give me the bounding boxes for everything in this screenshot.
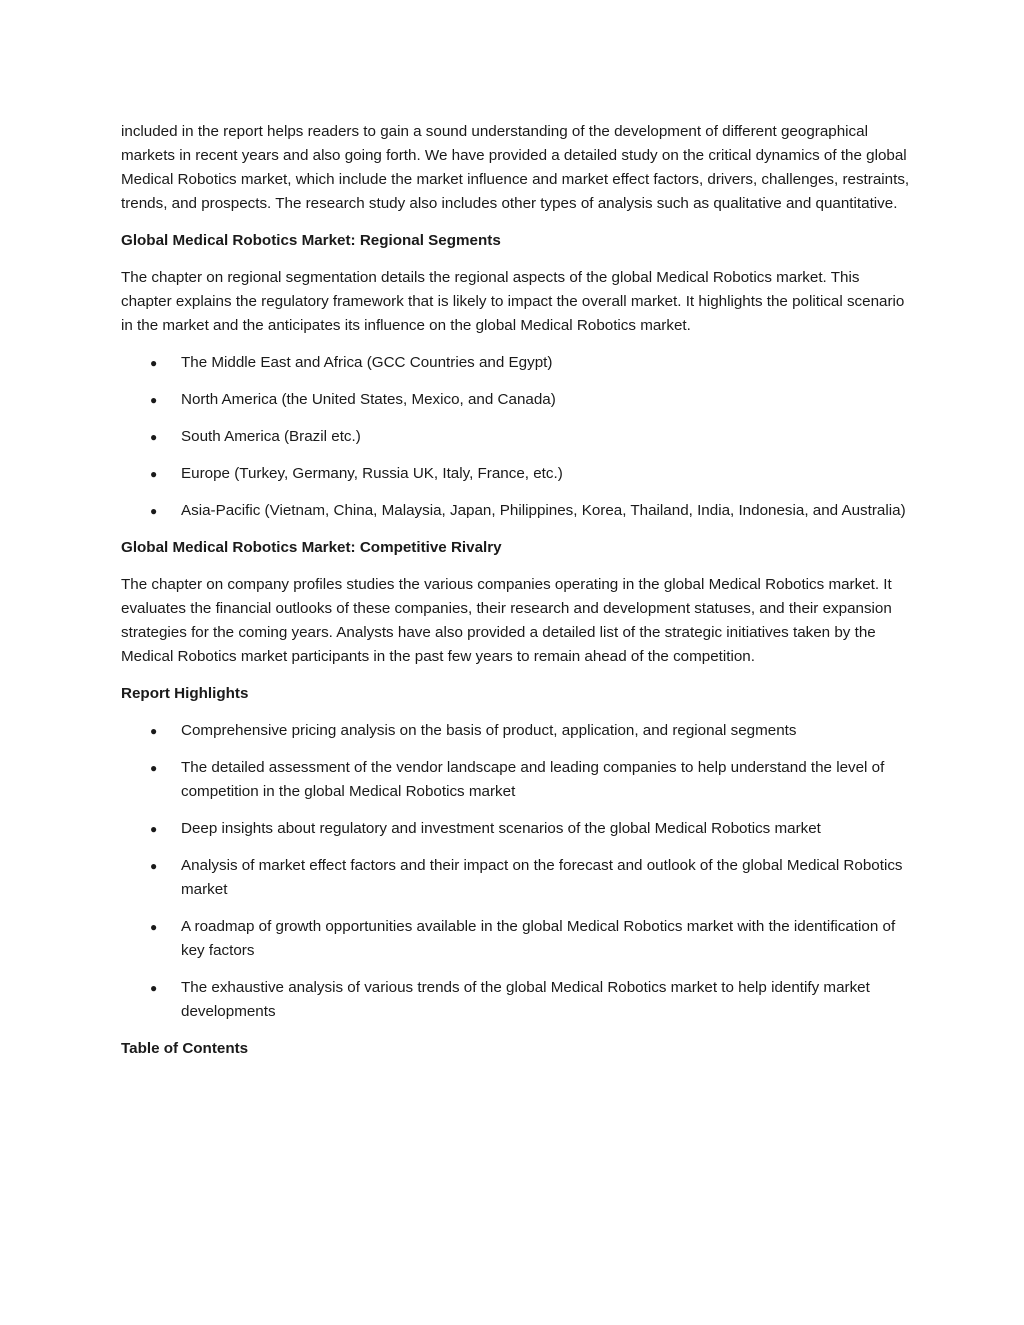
bullet-icon: ● <box>150 356 158 370</box>
list-item <box>121 499 911 523</box>
list-item <box>121 719 911 743</box>
list-item-text: Comprehensive pricing analysis on the basis of product, application, and regional segments <box>181 722 797 739</box>
document-page <box>121 120 911 1074</box>
list-item <box>121 915 911 963</box>
regional-segments-paragraph: The chapter on regional segmentation details the regional aspects of the global Medical Robotics market. This chapter explains the regulatory framework that is likely to impact the overall market. It highlights the political scenario in the market and the anticipates its influence on the global Medical Robotics market. <box>121 269 905 334</box>
intro-paragraph: included in the report helps readers to gain a sound understanding of the development of different geographical markets in recent years and also going forth. We have provided a detailed study on the critical dynamics of the global Medical Robotics market, which include the market influence and market effect factors, drivers, challenges, restraints, trends, and prospects. The research study also includes other types of analysis such as qualitative and quantitative. <box>121 123 910 212</box>
list-item-text: Deep insights about regulatory and investment scenarios of the global Medical Robotics market <box>181 820 821 837</box>
list-item <box>121 817 911 841</box>
bullet-icon: ● <box>150 430 158 444</box>
bullet-icon: ● <box>150 981 158 995</box>
list-item-text: South America (Brazil etc.) <box>181 428 361 445</box>
list-item-text: Europe (Turkey, Germany, Russia UK, Italy, France, etc.) <box>181 465 563 482</box>
list-item-text: The Middle East and Africa (GCC Countries and Egypt) <box>181 354 553 371</box>
list-item <box>121 351 911 375</box>
competitive-rivalry-paragraph: The chapter on company profiles studies the various companies operating in the global Medical Robotics market. It evaluates the financial outlooks of these companies, their research and development statuses, and their expansion strategies for the coming years. Analysts have also provided a detailed list of the strategic initiatives taken by the Medical Robotics market participants in the past few years to remain ahead of the competition. <box>121 576 892 665</box>
list-item <box>121 976 911 1024</box>
list-item-text: Analysis of market effect factors and their impact on the forecast and outlook of the global Medical Robotics market <box>181 857 903 898</box>
regional-segments-heading: Global Medical Robotics Market: Regional Segments <box>121 232 501 249</box>
list-item-text: A roadmap of growth opportunities available in the global Medical Robotics market with the identification of key factors <box>181 918 896 959</box>
list-item-text: The exhaustive analysis of various trends of the global Medical Robotics market to help identify market developments <box>181 979 870 1020</box>
report-highlights-list <box>121 719 911 1024</box>
regional-segments-list <box>121 351 911 523</box>
bullet-icon: ● <box>150 822 158 836</box>
list-item-text: The detailed assessment of the vendor landscape and leading companies to help understand the level of competition in the global Medical Robotics market <box>181 759 885 800</box>
bullet-icon: ● <box>150 761 158 775</box>
list-item <box>121 462 911 486</box>
list-item <box>121 854 911 902</box>
competitive-rivalry-heading: Global Medical Robotics Market: Competitive Rivalry <box>121 539 502 556</box>
list-item-text: Asia-Pacific (Vietnam, China, Malaysia, Japan, Philippines, Korea, Thailand, India, Indonesia, and Australia) <box>181 502 906 519</box>
report-highlights-heading: Report Highlights <box>121 685 249 702</box>
bullet-icon: ● <box>150 920 158 934</box>
bullet-icon: ● <box>150 504 158 518</box>
bullet-icon: ● <box>150 724 158 738</box>
list-item-text: North America (the United States, Mexico, and Canada) <box>181 391 556 408</box>
list-item <box>121 425 911 449</box>
table-of-contents-heading: Table of Contents <box>121 1040 249 1057</box>
bullet-icon: ● <box>150 393 158 407</box>
bullet-icon: ● <box>150 859 158 873</box>
list-item <box>121 388 911 412</box>
bullet-icon: ● <box>150 467 158 481</box>
list-item <box>121 756 911 804</box>
